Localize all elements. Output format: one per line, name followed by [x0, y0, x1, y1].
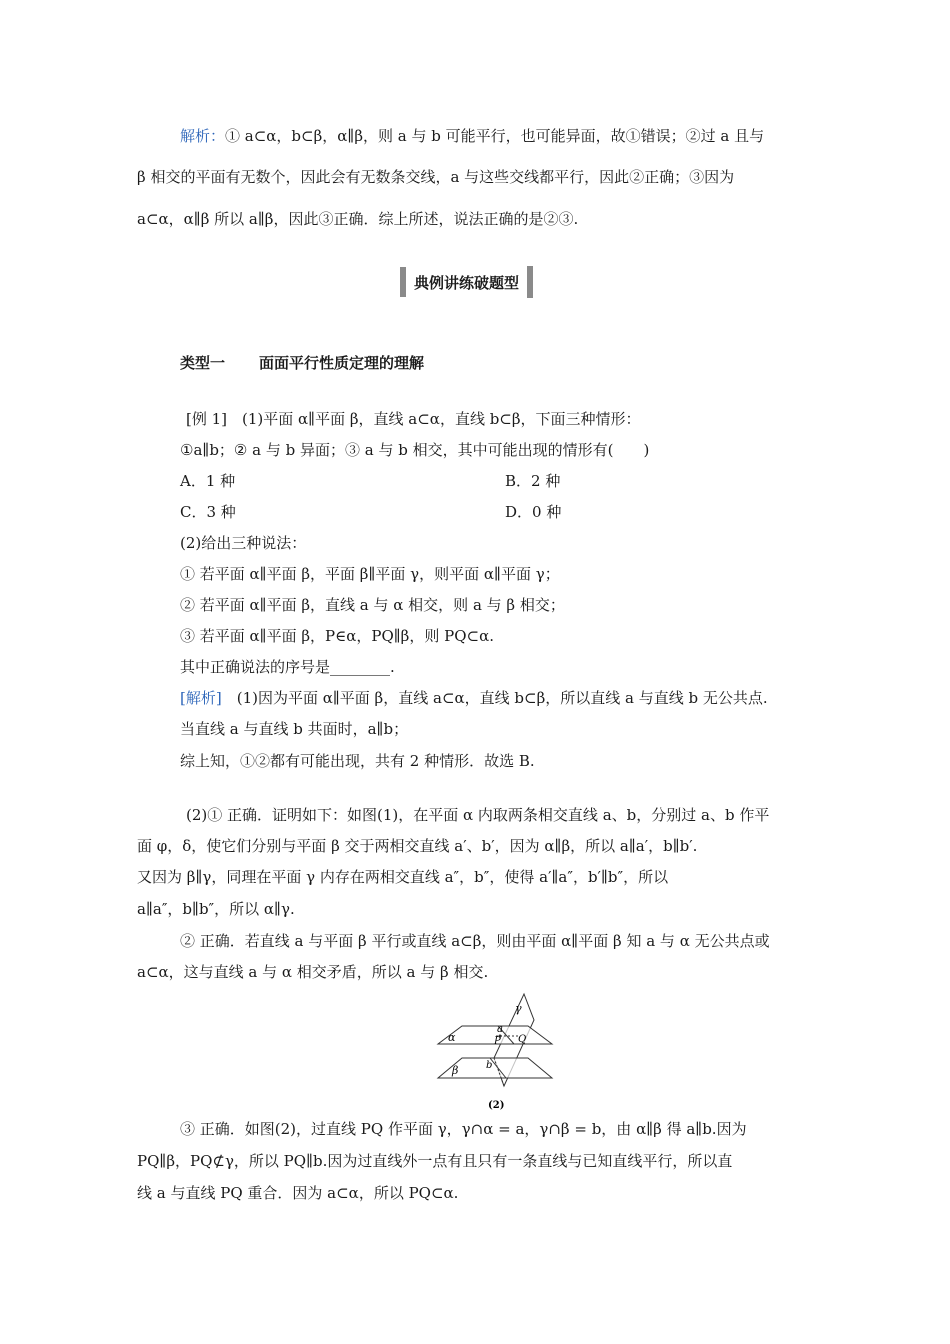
- proof-1-line-2: 面 φ，δ，使它们分别与平面 β 交于两相交直线 a′、b′，因为 α∥β，所以 a∥a′，b∥b′.: [137, 837, 698, 855]
- proof-2-line-1: ② 正确．若直线 a 与平面 β 平行或直线 a⊂β，则由平面 α∥平面 β 知 a 与 α 无公共点或: [180, 932, 770, 950]
- statement-2: ② 若平面 α∥平面 β，直线 a 与 α 相交，则 a 与 β 相交；: [180, 596, 565, 614]
- proof-3-line-1: ③ 正确．如图(2)，过直线 PQ 作平面 γ，γ∩α = a，γ∩β = b，由 α∥β 得 a∥b.因为: [180, 1120, 747, 1138]
- label-a: a: [497, 1024, 503, 1035]
- solution-line-1: [180, 688, 768, 708]
- proof-1-line-1: (2)① 正确．证明如下：如图(1)，在平面 α 内取两条相交直线 a、b，分别过 a、b 作平: [186, 806, 770, 824]
- proof-2-line-2: a⊂α，这与直线 a 与 α 相交矛盾，所以 a 与 β 相交.: [137, 963, 489, 981]
- option-a: A．1 种: [180, 472, 236, 490]
- banner-title: 典例讲练破题型: [414, 273, 520, 292]
- label-alpha: α: [448, 1031, 456, 1044]
- option-d: D．0 种: [505, 503, 562, 521]
- proof-3-line-3: 线 a 与直线 PQ 重合．因为 a⊂α，所以 PQ⊂α.: [137, 1184, 459, 1202]
- solution-line-2: 当直线 a 与直线 b 共面时，a∥b；: [180, 720, 409, 738]
- plane-figure: [432, 990, 562, 1115]
- proof-1-line-3: 又因为 β∥γ，同理在平面 γ 内存在两相交直线 a″，b″，使得 a′∥a″，b′∥b″，所以: [137, 868, 669, 886]
- type-title: 面面平行性质定理的理解: [259, 354, 425, 372]
- label-q: Q: [518, 1034, 527, 1045]
- section-banner: [400, 265, 533, 299]
- analysis-line-1: [180, 126, 764, 146]
- analysis-label: 解析：: [180, 127, 226, 145]
- proof-1-line-4: a∥a″，b∥b″，所以 α∥γ.: [137, 900, 295, 918]
- statement-3: ③ 若平面 α∥平面 β，P∈α，PQ∥β，则 PQ⊂α.: [180, 627, 494, 645]
- solution-label: [解析]: [180, 689, 222, 707]
- solution-text-1: (1)因为平面 α∥平面 β，直线 a⊂α，直线 b⊂β，所以直线 a 与直线 b 无公共点.: [221, 689, 768, 707]
- type-heading: [180, 352, 424, 373]
- example-line-1: [例 1] (1)平面 α∥平面 β，直线 a⊂α，直线 b⊂β，下面三种情形：: [186, 410, 641, 428]
- analysis-line-3: a⊂α，α∥β 所以 a∥β，因此③正确．综上所述，说法正确的是②③.: [137, 210, 579, 228]
- label-p: P: [494, 1036, 501, 1047]
- label-b: b: [486, 1060, 493, 1071]
- type-label: 类型一: [180, 354, 226, 372]
- analysis-line-2: β 相交的平面有无数个，因此会有无数条交线，a 与这些交线都平行，因此②正确；③因为: [137, 168, 735, 186]
- example-line-2: ①a∥b；② a 与 b 异面；③ a 与 b 相交，其中可能出现的情形有( ): [180, 441, 650, 459]
- label-gamma: γ: [515, 1002, 522, 1015]
- option-b: B．2 种: [505, 472, 561, 490]
- label-beta: β: [452, 1064, 459, 1077]
- banner-right-bar: [527, 266, 533, 298]
- part2-intro: (2)给出三种说法：: [180, 534, 307, 552]
- proof-3-line-2: PQ∥β，PQ⊄γ，所以 PQ∥b.因为过直线外一点有且只有一条直线与已知直线平行，所以直: [137, 1152, 733, 1170]
- analysis-text-1: ① a⊂α，b⊂β，α∥β，则 a 与 b 可能平行，也可能异面，故①错误；②过 a 且与: [225, 127, 765, 145]
- solution-line-3: 综上知，①②都有可能出现，共有 2 种情形．故选 B.: [180, 752, 535, 770]
- option-c: C．3 种: [180, 503, 236, 521]
- blank-question: 其中正确说法的序号是________.: [180, 658, 395, 676]
- statement-1: ① 若平面 α∥平面 β，平面 β∥平面 γ，则平面 α∥平面 γ；: [180, 565, 560, 583]
- figure-caption: (2): [488, 1100, 505, 1111]
